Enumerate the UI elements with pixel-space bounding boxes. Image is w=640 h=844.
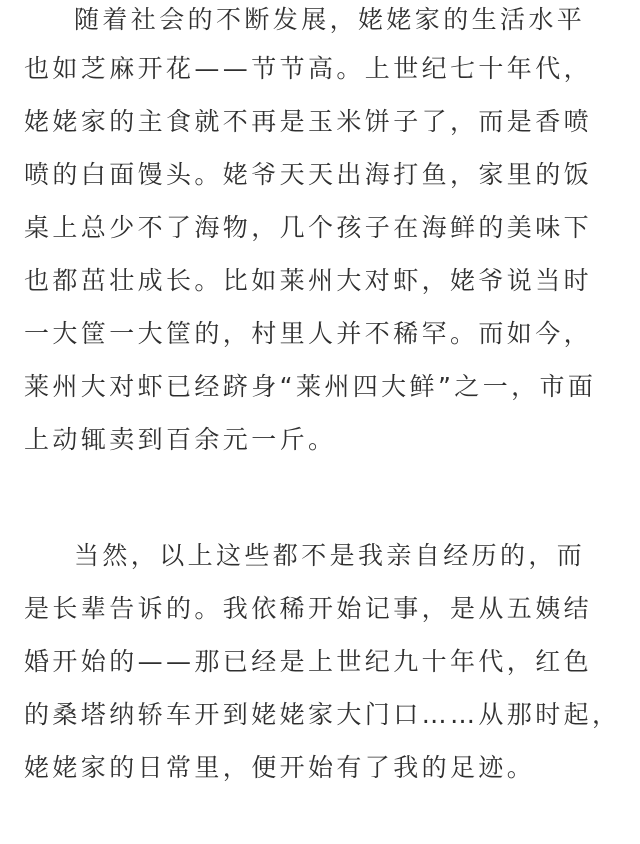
- text-line: 桌上总少不了海物，几个孩子在海鲜的美味下: [24, 213, 593, 242]
- text-line: 也如芝麻开花——节节高。上世纪七十年代，: [24, 54, 593, 83]
- text-line: 姥姥家的主食就不再是玉米饼子了，而是香喷: [24, 107, 593, 136]
- text-line: 喷的白面馒头。姥爷天天出海打鱼，家里的饭: [24, 160, 593, 189]
- text-line: 一大筐一大筐的，村里人并不稀罕。而如今，: [24, 319, 593, 348]
- text-line: 姥姥家的日常里，便开始有了我的足迹。: [24, 753, 536, 782]
- text-line: 当然，以上这些都不是我亲自经历的，而: [74, 541, 586, 570]
- text-line: 也都茁壮成长。比如莱州大对虾，姥爷说当时: [24, 266, 593, 295]
- text-line: 随着社会的不断发展，姥姥家的生活水平: [74, 5, 586, 34]
- text-line: 是长辈告诉的。我依稀开始记事，是从五姨结: [24, 594, 593, 623]
- text-line: 的桑塔纳轿车开到姥姥家大门口……从那时起，: [24, 700, 621, 729]
- text-line: 莱州大对虾已经跻身“莱州四大鲜”之一，市面: [24, 372, 597, 401]
- text-line: 上动辄卖到百余元一斤。: [24, 425, 337, 454]
- text-line: 婚开始的——那已经是上世纪九十年代，红色: [24, 647, 593, 676]
